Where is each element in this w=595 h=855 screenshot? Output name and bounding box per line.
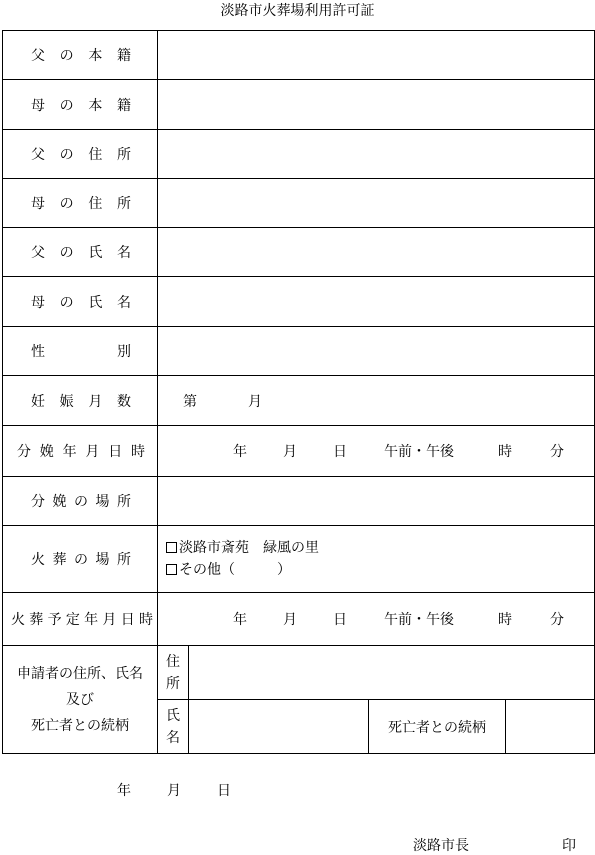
field-cremation-datetime[interactable] — [158, 593, 595, 646]
document-title: 淡路市火葬場利用許可証 — [220, 3, 375, 19]
label-mother-name: 母の氏名 — [31, 294, 131, 311]
row-father-honseki — [3, 31, 595, 80]
checkbox-icon[interactable] — [166, 564, 177, 575]
applicant-label-line2: 及び — [66, 691, 94, 708]
seal-mark: 印 — [562, 838, 576, 854]
field-father-name[interactable] — [158, 228, 595, 277]
row-father-name — [3, 228, 595, 277]
option-other[interactable] — [158, 559, 594, 581]
row-mother-name — [3, 277, 595, 327]
field-mother-name[interactable] — [158, 277, 595, 327]
cremation-year-unit: 年 — [233, 612, 247, 628]
field-mother-honseki[interactable] — [158, 80, 595, 130]
label-applicant — [3, 646, 158, 754]
option-awaji-saien-label: 淡路市斎苑 緑風の里 — [179, 540, 319, 556]
field-father-honseki[interactable] — [158, 31, 595, 80]
label-cremation-place: 火葬の場所 — [31, 552, 131, 568]
delivery-hour-unit: 時 — [498, 444, 512, 460]
option-awaji-saien[interactable] — [158, 537, 594, 559]
field-mother-address[interactable] — [158, 179, 595, 228]
row-delivery-datetime — [3, 426, 595, 477]
applicant-label-line1: 申請者の住所、氏名 — [17, 665, 143, 682]
label-cremation-datetime: 火葬予定年月日時 — [11, 612, 153, 628]
footer-month-unit: 月 — [167, 783, 181, 799]
delivery-day-unit: 日 — [333, 444, 347, 460]
cremation-day-unit: 日 — [333, 612, 347, 628]
footer-year-unit: 年 — [117, 783, 131, 799]
field-sex[interactable] — [158, 327, 595, 376]
cremation-minute-unit: 分 — [550, 612, 564, 628]
field-applicant-name[interactable] — [189, 700, 369, 754]
cremation-hour-unit: 時 — [498, 612, 512, 628]
row-sex — [3, 327, 595, 376]
cremation-month-unit: 月 — [283, 612, 297, 628]
field-applicant-address[interactable] — [189, 646, 595, 700]
pregnancy-suffix: 月 — [248, 393, 262, 410]
label-delivery-datetime: 分娩年月日時 — [17, 444, 145, 460]
field-pregnancy-months[interactable] — [158, 376, 595, 426]
field-delivery-place[interactable] — [158, 477, 595, 526]
row-mother-honseki — [3, 80, 595, 130]
field-father-address[interactable] — [158, 130, 595, 179]
row-delivery-place — [3, 477, 595, 526]
label-father-honseki: 父の本籍 — [31, 48, 131, 64]
applicant-address-label: 住 所 — [158, 646, 189, 700]
option-other-label: その他（ ） — [179, 562, 291, 578]
mayor-title: 淡路市長 — [413, 838, 469, 854]
footer-day-unit: 日 — [217, 783, 231, 799]
label-delivery-place: 分娩の場所 — [31, 494, 131, 510]
row-father-address — [3, 130, 595, 179]
field-delivery-datetime[interactable] — [158, 426, 595, 477]
applicant-label-line3: 死亡者との続柄 — [31, 717, 129, 734]
applicant-name-label: 氏 名 — [158, 700, 189, 754]
label-sex: 性別 — [31, 344, 131, 360]
field-relationship[interactable] — [506, 700, 595, 754]
delivery-ampm: 午前・午後 — [384, 444, 454, 460]
label-father-name: 父の氏名 — [31, 245, 131, 261]
delivery-year-unit: 年 — [233, 444, 247, 460]
delivery-month-unit: 月 — [283, 444, 297, 460]
row-applicant-address — [3, 646, 595, 700]
pregnancy-prefix: 第 — [183, 393, 197, 410]
relationship-label: 死亡者との続柄 — [369, 700, 506, 754]
label-pregnancy-months: 妊娠月数 — [31, 393, 131, 410]
row-cremation-datetime — [3, 593, 595, 646]
label-father-address: 父の住所 — [31, 147, 131, 163]
label-mother-address: 母の住所 — [31, 196, 131, 212]
field-cremation-place — [158, 526, 595, 593]
cremation-ampm: 午前・午後 — [384, 612, 454, 628]
row-mother-address — [3, 179, 595, 228]
row-cremation-place — [3, 526, 595, 593]
checkbox-icon[interactable] — [166, 542, 177, 553]
delivery-minute-unit: 分 — [550, 444, 564, 460]
permit-form-table — [2, 30, 595, 754]
row-pregnancy-months — [3, 376, 595, 426]
label-mother-honseki: 母の本籍 — [31, 97, 131, 114]
